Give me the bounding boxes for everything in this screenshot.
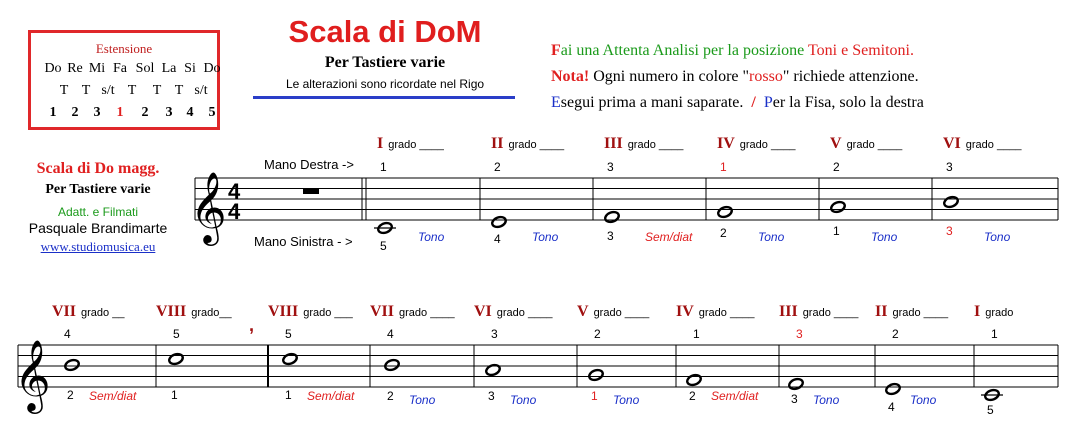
left-hand-finger: 1 <box>285 388 292 402</box>
instruction-3-initial: E <box>551 94 561 111</box>
whole-note <box>168 352 184 365</box>
left-hand-finger: 2 <box>387 389 394 403</box>
interval-label: Tono <box>510 393 537 407</box>
left-hand-finger: 3 <box>607 229 614 243</box>
whole-note <box>64 358 80 371</box>
degree-label: V grado ____ <box>577 303 650 320</box>
right-hand-finger: 1 <box>720 160 727 174</box>
page-subtitle: Per Tastiere varie <box>324 54 446 71</box>
left-hand-finger: 4 <box>888 400 895 414</box>
right-hand-finger: 3 <box>946 160 953 174</box>
whole-rest-icon <box>303 189 319 194</box>
instruction-1-red: Toni e Semitoni. <box>807 42 914 59</box>
left-hand-finger: 2 <box>67 388 74 402</box>
right-hand-finger: 2 <box>494 160 501 174</box>
whole-note <box>604 210 620 223</box>
left-hand-finger: 3 <box>946 224 953 238</box>
instruction-1-text: ai una Attenta Analisi per la posizione <box>560 42 808 59</box>
time-signature-denominator: 4 <box>228 199 241 224</box>
right-hand-finger: 3 <box>491 327 498 341</box>
instruction-1-initial: F <box>551 42 561 59</box>
treble-clef-icon: 𝄞 <box>190 173 227 242</box>
right-hand-finger: 4 <box>387 327 394 341</box>
degree-label: IV grado ____ <box>717 135 796 152</box>
extension-step: s/t <box>194 83 208 98</box>
interval-label: Tono <box>758 230 785 244</box>
extension-note: Sol <box>135 61 155 76</box>
interval-label: Tono <box>910 393 937 407</box>
degree-label: I grado <box>974 303 1014 320</box>
extension-step: T <box>127 83 137 98</box>
left-hand-finger: 1 <box>591 389 598 403</box>
whole-note <box>282 352 298 365</box>
right-hand-finger: 1 <box>991 327 998 341</box>
interval-label: Tono <box>984 230 1011 244</box>
credits-author: Pasquale Brandimarte <box>28 220 168 236</box>
interval-label: Tono <box>613 393 640 407</box>
degree-label: III grado ____ <box>779 303 859 320</box>
instruction-2-text-a: Ogni numero in colore " <box>589 68 750 85</box>
extension-step: s/t <box>101 83 115 98</box>
credits-adapted: Adatt. e Filmati <box>57 205 139 219</box>
interval-label: Tono <box>418 230 445 244</box>
left-hand-finger: 1 <box>171 388 178 402</box>
instruction-3-p-letter: P <box>763 94 773 111</box>
extension-finger: 2 <box>71 105 79 120</box>
right-hand-finger: 2 <box>892 327 899 341</box>
extension-step: T <box>152 83 162 98</box>
right-hand-finger: 4 <box>64 327 71 341</box>
left-hand-finger: 1 <box>833 224 840 238</box>
extension-note: Mi <box>88 61 106 76</box>
extension-note: Si <box>184 61 196 76</box>
extension-finger: 5 <box>208 105 216 120</box>
whole-note <box>830 200 846 213</box>
treble-clef-icon: 𝄞 <box>14 341 51 410</box>
right-hand-finger: 2 <box>594 327 601 341</box>
extension-title: Estensione <box>95 41 153 56</box>
left-hand-finger: 3 <box>791 392 798 406</box>
degree-label: I grado ____ <box>377 135 444 152</box>
interval-label: Tono <box>871 230 898 244</box>
extension-finger: 3 <box>93 105 101 120</box>
interval-label: Tono <box>813 393 840 407</box>
right-hand-finger: 3 <box>607 160 614 174</box>
right-hand-label: Mano Destra -> <box>264 157 354 172</box>
whole-note <box>788 377 804 390</box>
interval-label: Sem/diat <box>711 389 759 403</box>
interval-label: Tono <box>532 230 559 244</box>
whole-note <box>384 358 400 371</box>
degree-label: VII grado ____ <box>370 303 455 320</box>
right-hand-finger: 5 <box>173 327 180 341</box>
extension-finger: 3 <box>165 105 173 120</box>
right-hand-finger: 1 <box>380 160 387 174</box>
extension-note: La <box>161 61 177 76</box>
extension-finger: 1 <box>116 105 124 120</box>
instruction-2-prefix: Nota! <box>551 68 590 85</box>
instruction-3-text-a: segui prima a mani saparate. <box>560 94 744 111</box>
extension-note: Do <box>203 61 221 76</box>
degree-label: VIII grado__ <box>156 303 232 320</box>
whole-note <box>686 373 702 386</box>
whole-note <box>588 368 604 381</box>
interval-label: Sem/diat <box>307 389 355 403</box>
page-note: Le alterazioni sono ricordate nel Rigo <box>285 77 485 91</box>
right-hand-finger: 2 <box>833 160 840 174</box>
interval-label: Sem/diat <box>645 230 693 244</box>
instruction-2-text-b: " richiede attenzione. <box>782 68 919 85</box>
extension-finger: 4 <box>186 105 194 120</box>
extension-note: Re <box>67 61 83 76</box>
whole-note <box>491 215 507 228</box>
right-hand-finger: 3 <box>796 327 803 341</box>
interval-label: Tono <box>409 393 436 407</box>
left-hand-finger: 4 <box>494 232 501 246</box>
degree-label: VII grado __ <box>52 303 125 320</box>
right-hand-finger: 5 <box>285 327 292 341</box>
extension-finger: 2 <box>141 105 149 120</box>
extension-finger: 1 <box>49 105 57 120</box>
extension-step: T <box>59 83 69 98</box>
time-signature-numerator: 4 <box>228 179 241 204</box>
extension-note: Fa <box>113 61 127 76</box>
degree-label: VI grado ____ <box>943 135 1022 152</box>
extension-step: T <box>81 83 91 98</box>
whole-note <box>717 205 733 218</box>
degree-label: II grado ____ <box>875 303 949 320</box>
instruction-3-text-b: er la Fisa, solo la destra <box>772 94 924 111</box>
whole-note <box>943 195 959 208</box>
breath-mark: , <box>249 315 255 335</box>
credits-title: Scala di Do magg. <box>36 160 160 177</box>
degree-label: IV grado ____ <box>676 303 755 320</box>
left-hand-finger: 2 <box>689 389 696 403</box>
right-hand-finger: 1 <box>693 327 700 341</box>
degree-label: V grado ____ <box>830 135 903 152</box>
left-hand-label: Mano Sinistra - > <box>254 234 353 249</box>
instruction-2-red-word: rosso <box>749 68 783 85</box>
extension-note: Do <box>44 61 62 76</box>
degree-label: VI grado ____ <box>474 303 553 320</box>
left-hand-finger: 5 <box>380 239 387 253</box>
whole-note <box>885 382 901 395</box>
whole-note <box>485 363 501 376</box>
left-hand-finger: 5 <box>987 403 994 417</box>
interval-label: Sem/diat <box>89 389 137 403</box>
left-hand-finger: 3 <box>488 389 495 403</box>
degree-label: II grado ____ <box>491 135 565 152</box>
degree-label: III grado ____ <box>604 135 684 152</box>
credits-website-link[interactable]: www.studiomusica.eu <box>40 239 156 254</box>
extension-step: T <box>174 83 184 98</box>
left-hand-finger: 2 <box>720 226 727 240</box>
page-title: Scala di DoM <box>288 14 482 49</box>
credits-subtitle: Per Tastiere varie <box>45 182 151 197</box>
degree-label: VIII grado ___ <box>268 303 353 320</box>
instruction-3-slash: / <box>751 94 756 111</box>
